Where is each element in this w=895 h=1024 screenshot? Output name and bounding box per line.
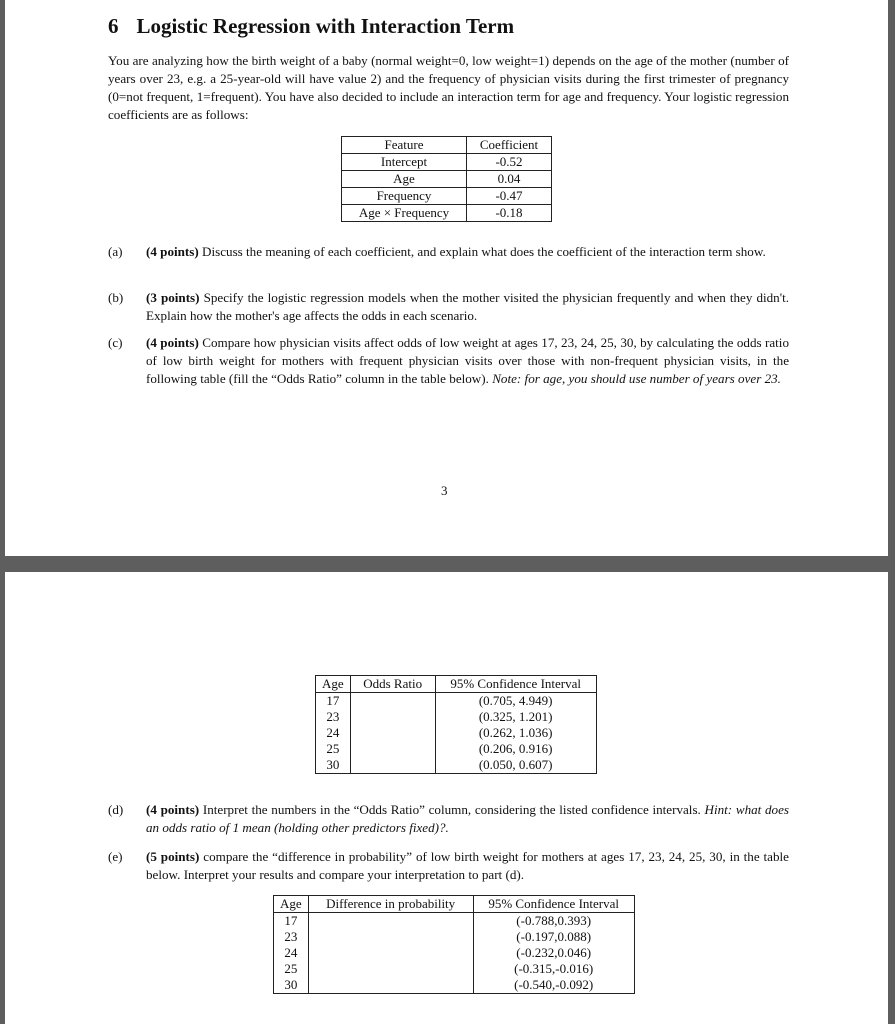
coefficient-cell: -0.18 [467,205,552,222]
coefficient-cell: 0.04 [467,171,552,188]
ci-cell: (0.262, 1.036) [435,725,596,741]
question-a [108,243,789,261]
page-number: 3 [441,483,448,498]
header-confidence-interval: 95% Confidence Interval [435,676,596,693]
section-title-text: Logistic Regression with Interaction Term [136,14,515,38]
table-row [342,188,552,205]
table-row [316,741,597,757]
age-cell: 25 [316,741,351,757]
question-label: (e) [108,849,123,864]
question-text: Discuss the meaning of each coefficient, and explain what does the coefficient of the interaction term show. [202,244,766,259]
odds-ratio-cell [350,693,435,710]
ci-cell: (-0.232,0.046) [473,945,634,961]
header-age: Age [274,896,309,913]
age-cell: 24 [274,945,309,961]
coefficient-table [341,136,552,222]
question-d [108,801,789,837]
question-text: Interpret the numbers in the “Odds Ratio” column, considering the listed confidence intervals. [202,802,701,817]
table-row [316,709,597,725]
ci-cell: (-0.788,0.393) [473,913,634,930]
odds-ratio-cell [350,757,435,774]
age-cell: 30 [274,977,309,994]
question-points: (4 points) [146,244,199,259]
header-coefficient: Coefficient [467,137,552,154]
probability-difference-table [273,895,635,994]
odds-ratio-cell [350,709,435,725]
question-text: compare the “difference in probability” of low birth weight for mothers at ages 17, 23, 24, 25, 30, in the table below. Interpret your results and compare your interpretation to part (d). [146,849,789,882]
question-e [108,848,789,884]
age-cell: 24 [316,725,351,741]
document-page-2 [5,572,888,1024]
ci-cell: (0.325, 1.201) [435,709,596,725]
header-difference-in-probability: Difference in probability [308,896,473,913]
table-row [274,913,635,930]
difference-cell [308,929,473,945]
table-row [342,154,552,171]
header-odds-ratio: Odds Ratio [350,676,435,693]
table-header-row [342,137,552,154]
question-text: Specify the logistic regression models when the mother visited the physician frequently and when they didn't. Explain how the mother's age affects the odds in each scenario. [146,290,789,323]
section-title [108,14,514,39]
document-page-1 [5,0,888,556]
difference-cell [308,977,473,994]
feature-cell: Age [342,171,467,188]
ci-cell: (-0.540,-0.092) [473,977,634,994]
table-row [274,945,635,961]
age-cell: 30 [316,757,351,774]
table-header-row [316,676,597,693]
difference-cell [308,913,473,930]
coefficient-cell: -0.47 [467,188,552,205]
ci-cell: (-0.197,0.088) [473,929,634,945]
table-row [316,725,597,741]
question-b [108,289,789,325]
question-text: Compare how physician visits affect odds of low weight at ages 17, 23, 24, 25, 30, by calculating the odds ratio of low birth weight for mothers with frequent physician visits over those with non-frequent physician visits, in the following table (fill the “Odds Ratio” column in the table below). [146,335,789,386]
age-cell: 23 [316,709,351,725]
question-label: (c) [108,335,123,350]
ci-cell: (0.050, 0.607) [435,757,596,774]
intro-paragraph: You are analyzing how the birth weight of a baby (normal weight=0, low weight=1) depends on the age of the mother (number of years over 23, e.g. a 25-year-old will have value 2) and the frequency of physician visits during the first trimester of pregnancy (0=not frequent, 1=frequent). You have also decided to include an interaction term for age and frequency. Your logistic regression coefficients are as follows: [108,53,789,122]
age-cell: 23 [274,929,309,945]
question-points: (4 points) [146,335,199,350]
feature-cell: Age × Frequency [342,205,467,222]
question-points: (4 points) [146,802,200,817]
odds-ratio-cell [350,741,435,757]
question-label: (b) [108,290,124,305]
ci-cell: (0.705, 4.949) [435,693,596,710]
table-row [316,693,597,710]
question-points: (3 points) [146,290,200,305]
table-header-row [274,896,635,913]
question-hint: Hint: what does an odds ratio of 1 mean (holding other predictors fixed)?. [146,802,789,835]
header-confidence-interval: 95% Confidence Interval [473,896,634,913]
feature-cell: Intercept [342,154,467,171]
coefficient-cell: -0.52 [467,154,552,171]
table-row [316,757,597,774]
table-row [342,205,552,222]
difference-cell [308,945,473,961]
question-note: Note: for age, you should use number of years over 23. [492,371,781,386]
ci-cell: (0.206, 0.916) [435,741,596,757]
difference-cell [308,961,473,977]
age-cell: 17 [316,693,351,710]
header-age: Age [316,676,351,693]
question-label: (a) [108,244,123,259]
header-feature: Feature [342,137,467,154]
question-c [108,334,789,388]
question-points: (5 points) [146,849,200,864]
table-row [274,977,635,994]
table-row [274,961,635,977]
odds-ratio-table [315,675,597,774]
odds-ratio-cell [350,725,435,741]
section-number: 6 [108,14,119,38]
age-cell: 17 [274,913,309,930]
age-cell: 25 [274,961,309,977]
table-row [342,171,552,188]
feature-cell: Frequency [342,188,467,205]
ci-cell: (-0.315,-0.016) [473,961,634,977]
table-row [274,929,635,945]
question-label: (d) [108,802,124,817]
